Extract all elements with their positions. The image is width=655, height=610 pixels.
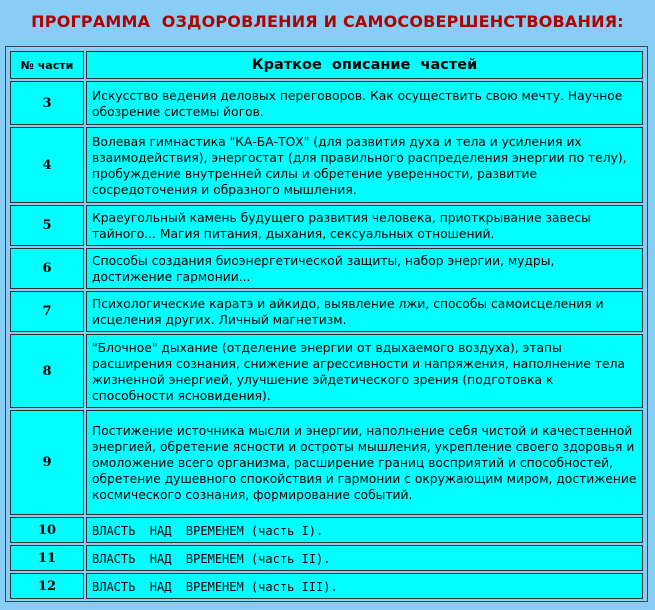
part-description: Психологические каратэ и айкидо, выявление лжи, способы самоисцеления и исцеления других. Личный магнетизм.	[86, 291, 643, 332]
part-number: 7	[10, 291, 84, 332]
part-number: 10	[10, 517, 84, 543]
part-description: Способы создания биоэнергетической защиты, набор энергии, мудры, достижение гармонии...	[86, 248, 643, 289]
part-description: ВЛАСТЬ НАД ВРЕМЕНЕМ (часть III).	[86, 573, 643, 599]
table-row	[10, 517, 643, 543]
table-row	[10, 410, 643, 515]
part-description: Волевая гимнастика "КА-БА-ТОХ" (для развития духа и тела и усиления их взаимодействия), энергостат (для правильного распределения энергии по телу), пробуждение внутренней силы и обретение уверенности, развитие сосредоточения и образного мышления.	[86, 127, 643, 203]
table-row	[10, 573, 643, 599]
part-description: Искусство ведения деловых переговоров. Как осуществить свою мечту. Научное обозрение системы йогов.	[86, 81, 643, 125]
table-row	[10, 205, 643, 246]
table-row	[10, 248, 643, 289]
header-description: Краткое описание частей	[86, 51, 643, 79]
part-description: Постижение источника мысли и энергии, наполнение себя чистой и качественной энергией, обретение ясности и остроты мышления, укрепление своего здоровья и омоложение всего организма, расширение границ восприятий и способностей, обретение душевного спокойствия и гармонии с окружающим миром, достижение космического сознания, формирование событий.	[86, 410, 643, 515]
part-description: ВЛАСТЬ НАД ВРЕМЕНЕМ (часть II).	[86, 545, 643, 571]
table-header-row	[10, 51, 643, 79]
part-number: 3	[10, 81, 84, 125]
part-description: "Блочное" дыхание (отделение энергии от вдыхаемого воздуха), этапы расширения сознания, снижение агрессивности и напряжения, наполнение тела жизненной энергией, улучшение эйдетического зрения (подготовка к способности ясновидения).	[86, 334, 643, 408]
table-row	[10, 545, 643, 571]
table-row	[10, 334, 643, 408]
program-table-frame	[5, 46, 648, 602]
part-description: Краеугольный камень будущего развития человека, приоткрывание завесы тайного... Магия питания, дыхания, сексуальных отношений.	[86, 205, 643, 246]
page-title: ПРОГРАММА ОЗДОРОВЛЕНИЯ И САМОСОВЕРШЕНСТВОВАНИЯ:	[31, 12, 624, 31]
part-number: 11	[10, 545, 84, 571]
program-table	[8, 49, 645, 601]
part-description: ВЛАСТЬ НАД ВРЕМЕНЕМ (часть I).	[86, 517, 643, 543]
part-number: 5	[10, 205, 84, 246]
part-number: 4	[10, 127, 84, 203]
part-number: 8	[10, 334, 84, 408]
table-row	[10, 127, 643, 203]
part-number: 6	[10, 248, 84, 289]
part-number: 9	[10, 410, 84, 515]
table-row	[10, 81, 643, 125]
header-part-number: № части	[10, 51, 84, 79]
part-number: 12	[10, 573, 84, 599]
table-row	[10, 291, 643, 332]
